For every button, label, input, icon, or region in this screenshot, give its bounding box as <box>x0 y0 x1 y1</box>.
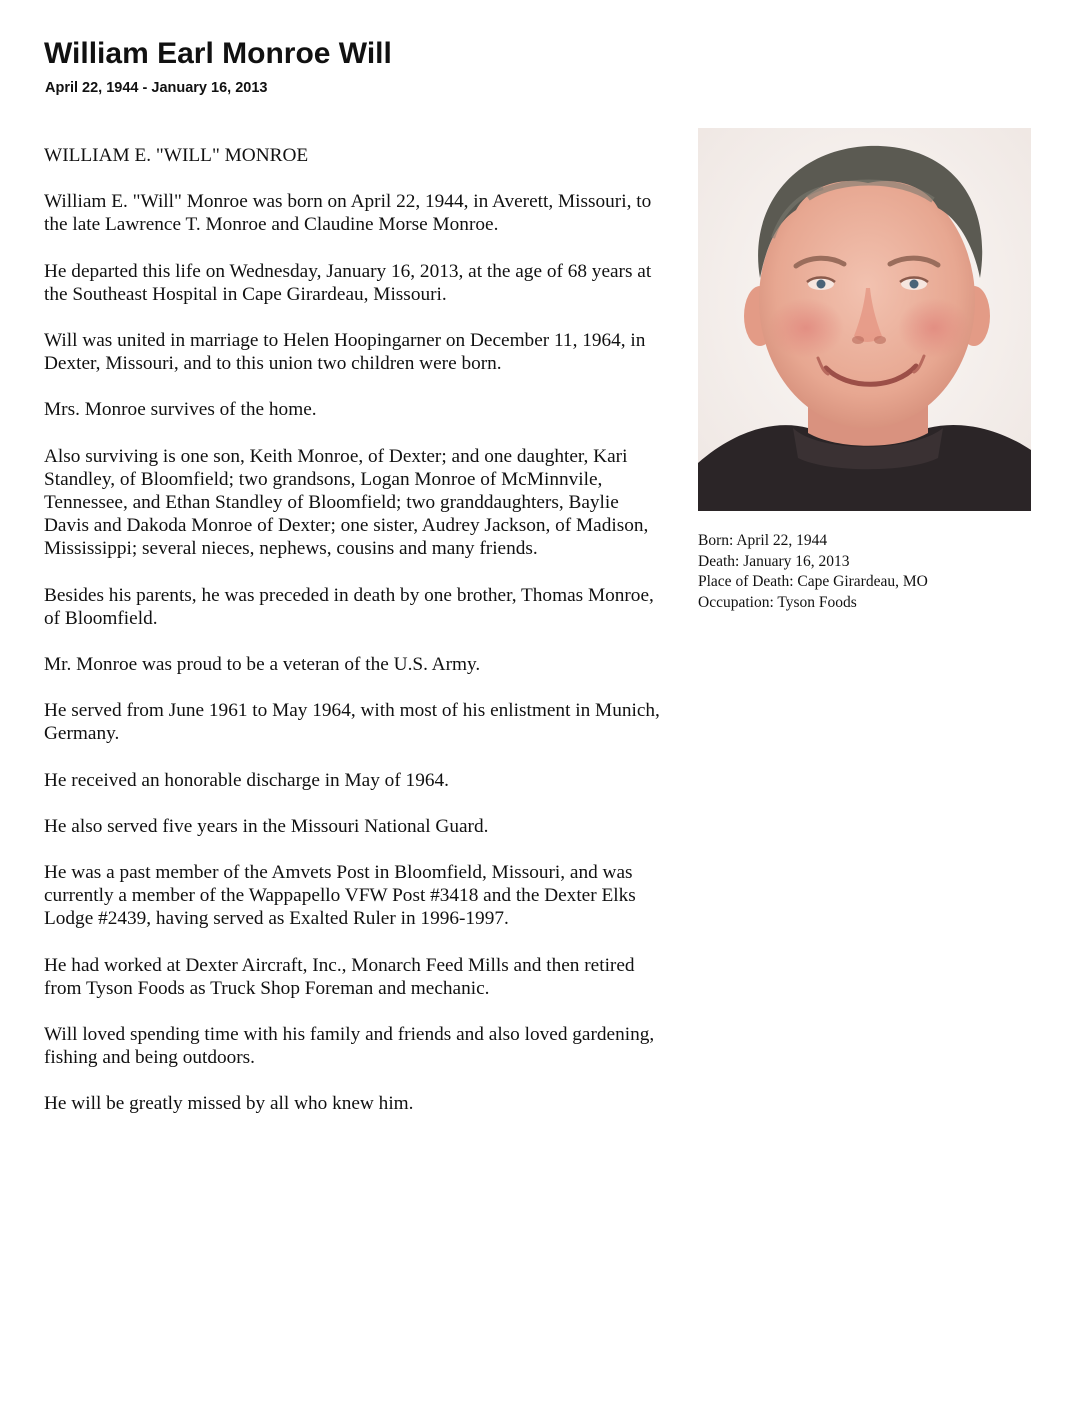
page-title: William Earl Monroe Will <box>44 37 392 70</box>
obituary-paragraph: Also surviving is one son, Keith Monroe, of Dexter; and one daughter, Kari Standley, of Bloomfield; two grandsons, Logan Monroe of McMinnvile, Tennessee, and Ethan Standley of Bloomfield; two granddaughters, Baylie Davis and Dakoda Monroe of Dexter; one sister, Audrey Jackson, of Madison, Mississippi; several nieces, nephews, cousins and many friends. <box>44 445 649 560</box>
obituary-paragraph: Mrs. Monroe survives of the home. <box>44 399 317 421</box>
obituary-paragraph: Will was united in marriage to Helen Hoopingarner on December 11, 1964, in Dexter, Missouri, and to this union two children were born. <box>44 330 646 375</box>
portrait-photo <box>698 128 1031 511</box>
obituary-paragraph: He will be greatly missed by all who knew him. <box>44 1093 414 1115</box>
obituary-paragraph: Besides his parents, he was preceded in death by one brother, Thomas Monroe, of Bloomfield. <box>44 584 654 629</box>
born-date: Born: April 22, 1944 <box>698 532 828 549</box>
occupation: Occupation: Tyson Foods <box>698 593 857 611</box>
obituary-text <box>44 144 664 1139</box>
place-of-death: Place of Death: Cape Girardeau, MO <box>698 573 928 590</box>
obituary-paragraph: He had worked at Dexter Aircraft, Inc., Monarch Feed Mills and then retired from Tyson Foods as Truck Shop Foreman and mechanic. <box>44 954 635 999</box>
death-date: Death: January 16, 2013 <box>698 552 850 570</box>
obituary-heading: WILLIAM E. "WILL" MONROE <box>44 145 309 166</box>
obituary-paragraph: Mr. Monroe was proud to be a veteran of the U.S. Army. <box>44 654 481 676</box>
obituary-paragraph: He departed this life on Wednesday, January 16, 2013, at the age of 68 years at the Southeast Hospital in Cape Girardeau, Missouri. <box>44 260 652 305</box>
life-dates: April 22, 1944 - January 16, 2013 <box>45 80 268 96</box>
obituary-paragraph: He received an honorable discharge in May of 1964. <box>44 769 449 791</box>
obituary-paragraph: He was a past member of the Amvets Post in Bloomfield, Missouri, and was currently a member of the Wappapello VFW Post #3418 and the Dexter Elks Lodge #2439, having served as Exalted Ruler in 1996-1997. <box>44 862 636 930</box>
vital-facts <box>698 531 1038 613</box>
obituary-paragraph: He served from June 1961 to May 1964, with most of his enlistment in Munich, Germany. <box>44 700 660 745</box>
obituary-paragraph: He also served five years in the Missouri National Guard. <box>44 815 489 837</box>
obituary-paragraph: Will loved spending time with his family and friends and also loved gardening, fishing and being outdoors. <box>44 1024 655 1069</box>
obituary-paragraph: William E. "Will" Monroe was born on April 22, 1944, in Averett, Missouri, to the late Lawrence T. Monroe and Claudine Morse Monroe. <box>44 191 652 236</box>
